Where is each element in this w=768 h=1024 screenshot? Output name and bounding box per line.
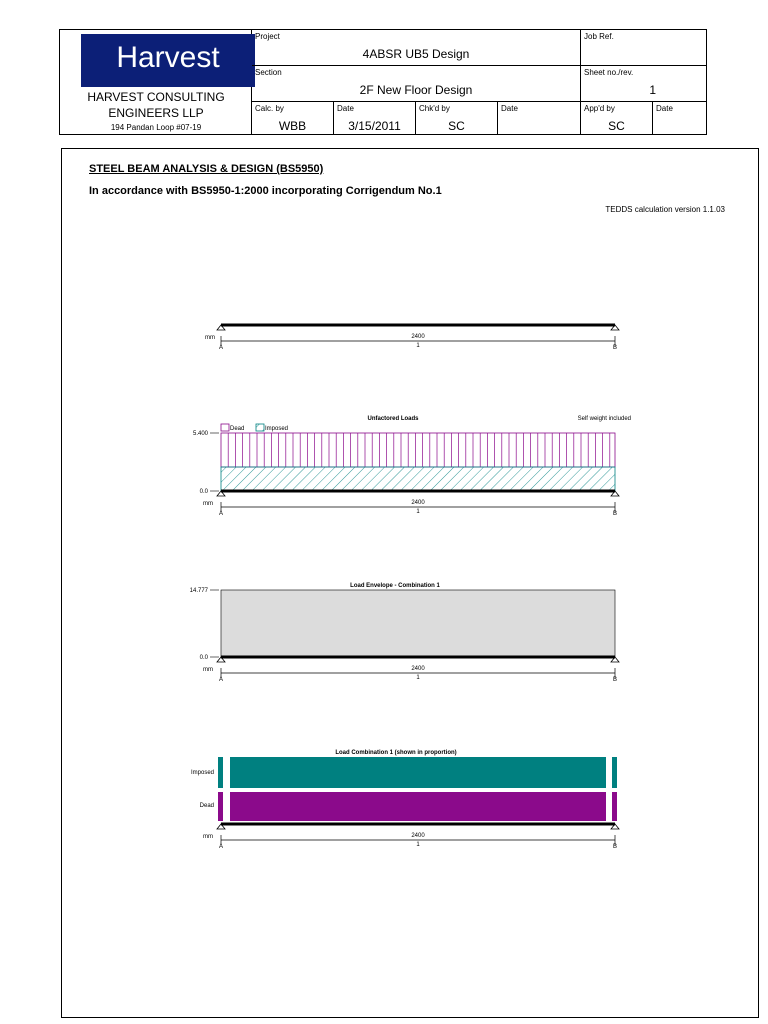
company-name-line2: ENGINEERS LLP [108, 106, 204, 120]
checked-by-value: SC [448, 119, 465, 133]
company-name-line1: HARVEST CONSULTING [87, 90, 225, 104]
load-envelope-diagram [190, 583, 619, 683]
span-length-label-3: 2400 [411, 666, 425, 672]
self-weight-note: Self weight included [577, 416, 631, 422]
imposed-main-bar [230, 757, 606, 788]
dead-left-stub [218, 792, 223, 821]
section-label: Section [255, 68, 282, 77]
combination-imposed-label: Imposed [190, 770, 214, 776]
dead-main-bar [230, 792, 606, 821]
beam-elevation-diagram [205, 325, 619, 351]
company-logo: Harvest [81, 34, 255, 87]
span-number-label-2: 1 [416, 509, 420, 515]
span-number-label: 1 [416, 343, 420, 349]
span-length-label: 2400 [411, 334, 425, 340]
date3-label: Date [656, 104, 673, 113]
support-left-label: A [218, 345, 224, 351]
calc-subtitle: In accordance with BS5950-1:2000 incorporating Corrigendum No.1 [89, 185, 442, 197]
legend-imposed-swatch [256, 424, 264, 431]
imposed-right-stub [612, 757, 617, 788]
sheet-value: 1 [649, 83, 656, 97]
unfactored-title: Unfactored Loads [367, 416, 419, 422]
support-right-label-4: B [612, 844, 618, 850]
span-length-label-2: 2400 [411, 500, 425, 506]
tedds-version: TEDDS calculation version 1.1.03 [605, 205, 725, 214]
envelope-block [221, 590, 615, 657]
sheet-label: Sheet no./rev. [584, 68, 634, 77]
envelope-title: Load Envelope - Combination 1 [350, 583, 440, 589]
legend-dead-label: Dead [230, 426, 245, 432]
job-ref-label: Job Ref. [584, 32, 614, 41]
span-number-label-4: 1 [416, 842, 420, 848]
section-value: 2F New Floor Design [359, 83, 473, 97]
company-address: 194 Pandan Loop #07-19 [110, 123, 202, 132]
project-value: 4ABSR UB5 Design [362, 47, 470, 61]
unit-label-4: mm [203, 834, 213, 840]
unfactored-ymin-label: 0.0 [199, 489, 208, 495]
dead-right-stub [612, 792, 617, 821]
calc-by-value: WBB [278, 119, 307, 133]
support-right-label-3: B [612, 677, 618, 683]
unfactored-ymax-label: 5.400 [192, 431, 208, 437]
envelope-ymax-label: 14.777 [189, 588, 208, 594]
unit-label-3: mm [203, 667, 213, 673]
date-label: Date [337, 104, 354, 113]
unit-label-2: mm [203, 501, 213, 507]
span-number-label-3: 1 [416, 675, 420, 681]
approved-by-label: App'd by [584, 104, 615, 113]
date-value: 3/15/2011 [348, 119, 401, 133]
approved-by-value: SC [608, 119, 625, 133]
unfactored-loads-diagram [193, 416, 631, 517]
legend-imposed-label: Imposed [265, 426, 289, 432]
envelope-ymin-label: 0.0 [199, 655, 208, 661]
support-left-label-3: A [218, 677, 224, 683]
legend-dead-swatch [221, 424, 229, 431]
dead-load-block [221, 433, 615, 467]
project-label: Project [255, 32, 280, 41]
support-right-label: B [612, 345, 618, 351]
load-combination-diagram [191, 750, 619, 850]
support-left-label-2: A [218, 511, 224, 517]
dead-load-arrows [228, 433, 610, 467]
imposed-left-stub [218, 757, 223, 788]
support-right-label-2: B [612, 511, 618, 517]
unit-label: mm [205, 335, 215, 341]
calc-title: STEEL BEAM ANALYSIS & DESIGN (BS5950) [89, 163, 324, 175]
calc-by-label: Calc. by [255, 104, 284, 113]
support-left-label-4: A [218, 844, 224, 850]
combination-dead-label: Dead [199, 803, 214, 809]
checked-by-label: Chk'd by [419, 104, 450, 113]
combination-title: Load Combination 1 (shown in proportion) [335, 750, 457, 756]
date2-label: Date [501, 104, 518, 113]
span-length-label-4: 2400 [411, 833, 425, 839]
imposed-load-block [221, 467, 615, 491]
